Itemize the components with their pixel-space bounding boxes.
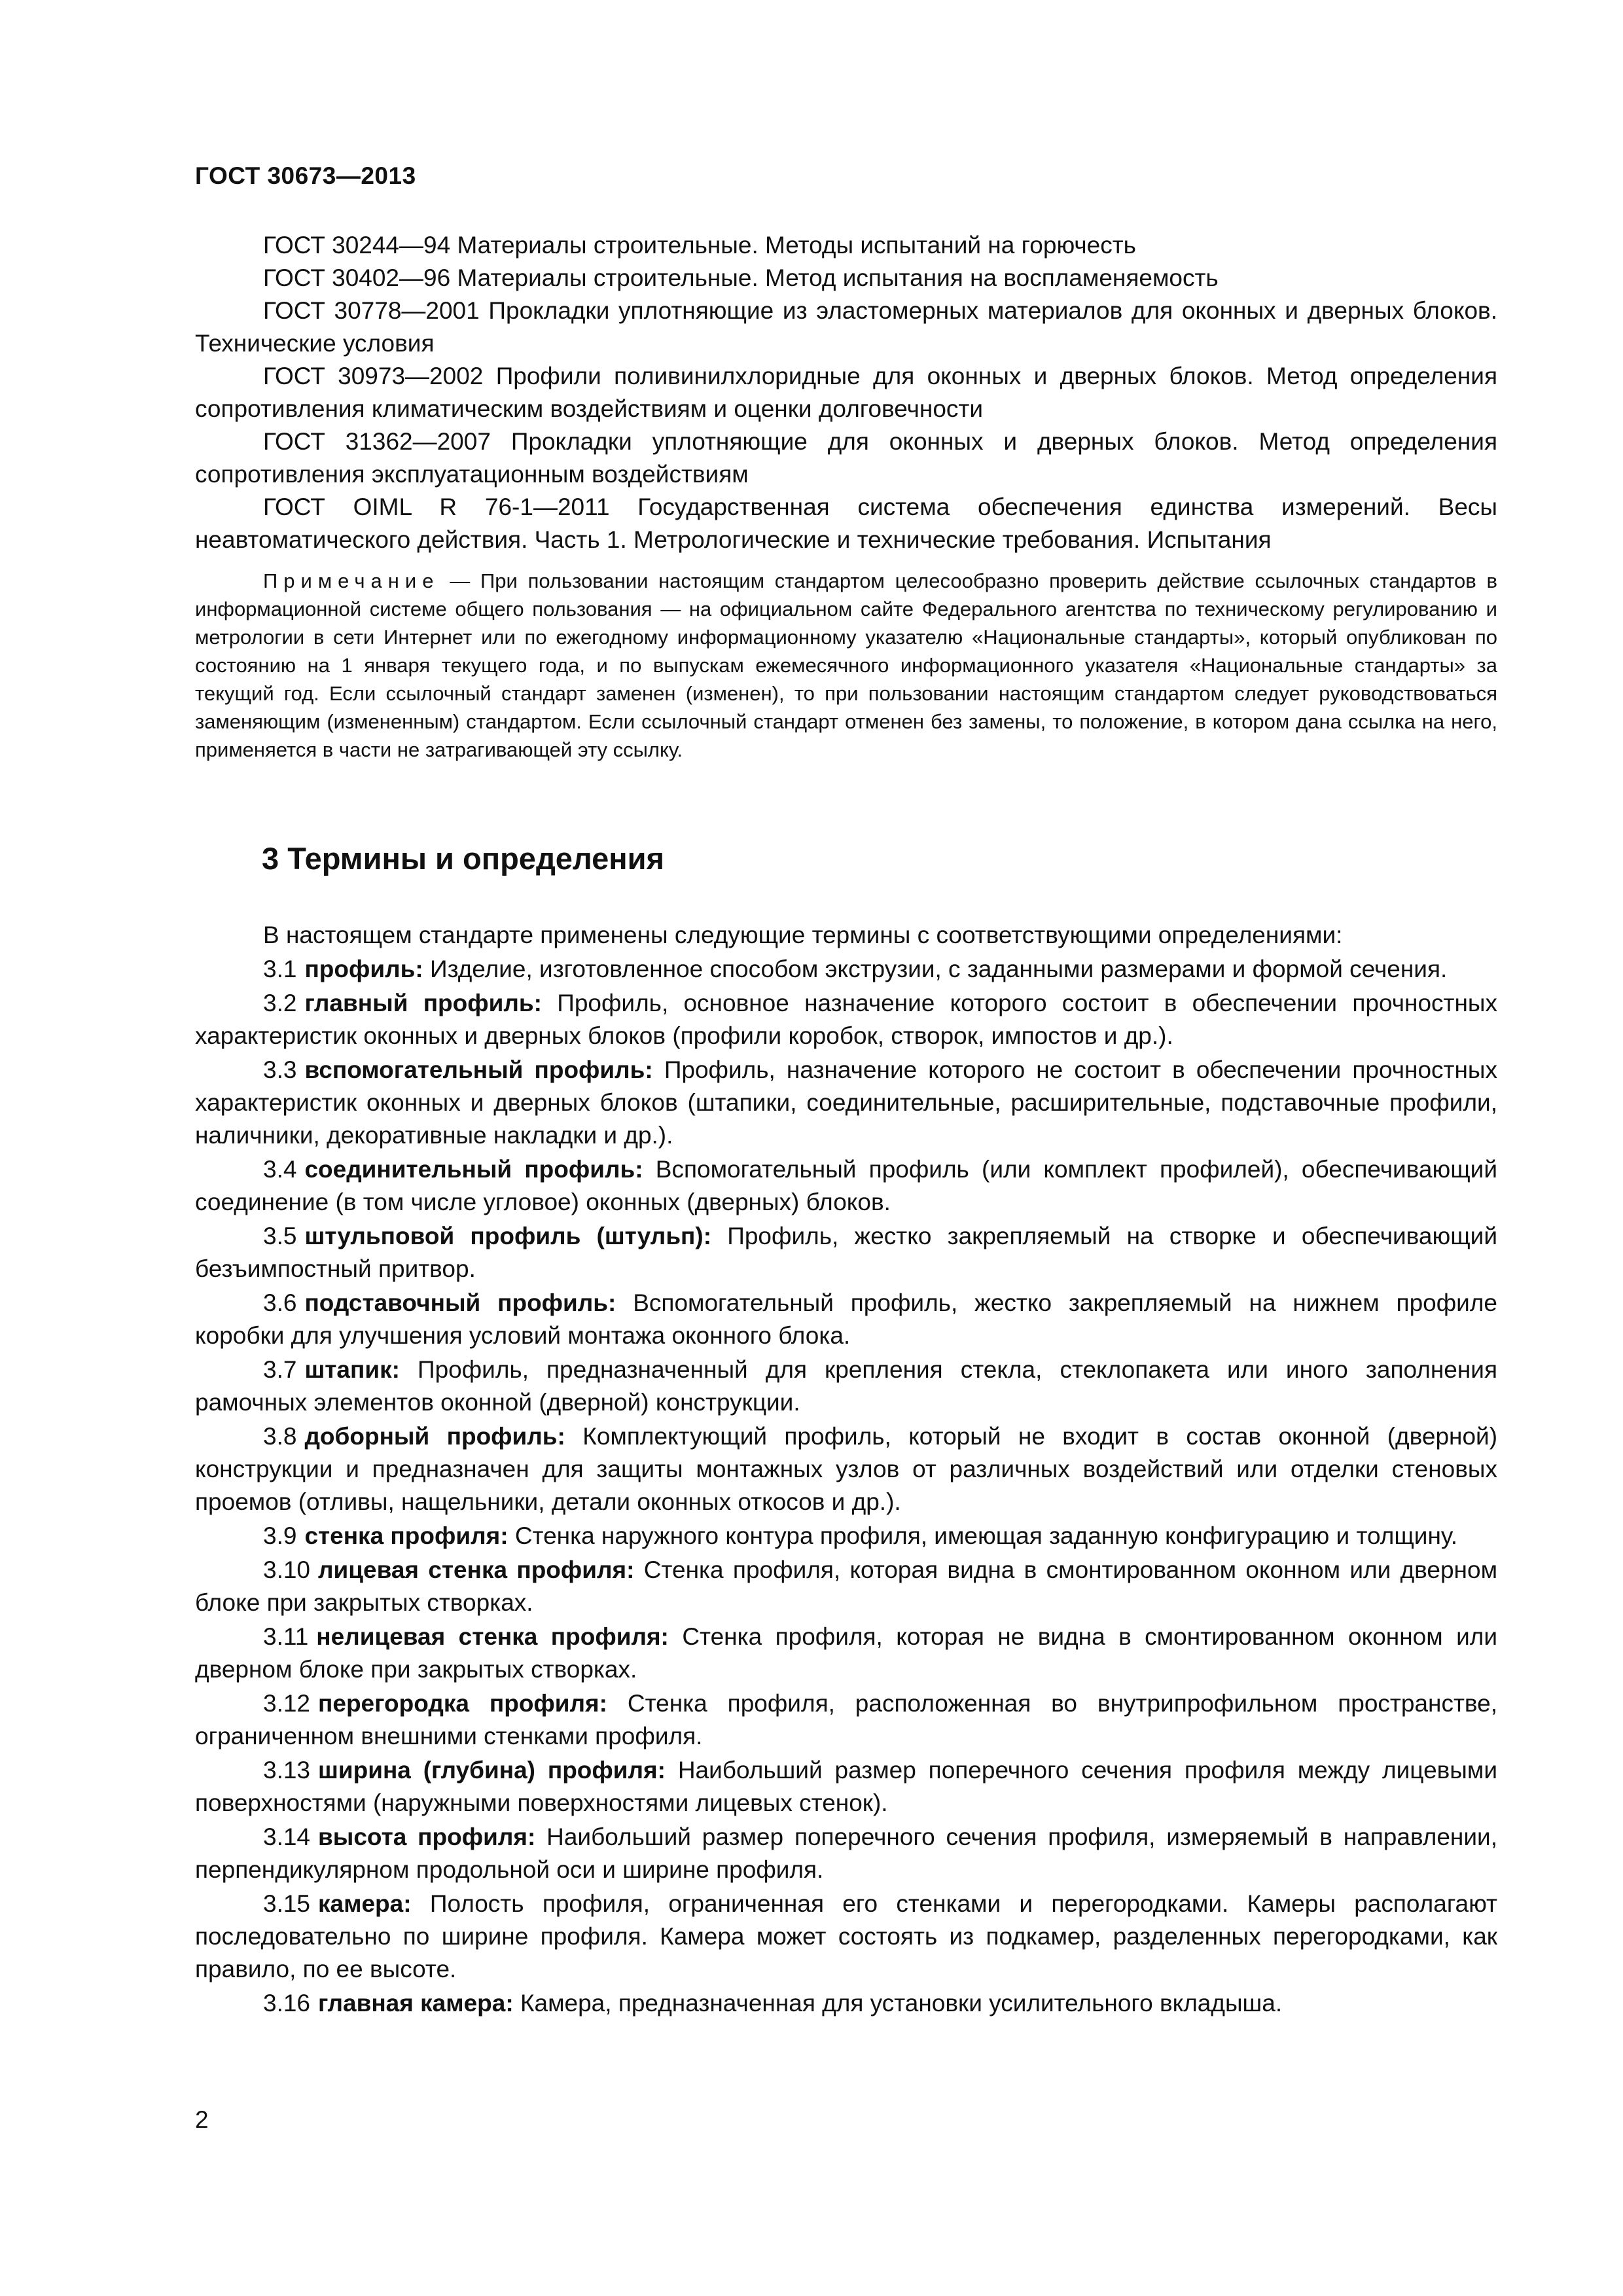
document-header-code: ГОСТ 30673—2013 [195,162,416,189]
terms-list [195,919,1497,2021]
term-definition: Стенка наружного контура профиля, имеющая заданную конфигурацию и толщину. [514,1522,1457,1549]
note-text: — При пользовании настоящим стандартом целесообразно проверить действие ссылочных стандартов в информационной системе общего пользования — на официальном сайте Федерального агентства по техническому регулированию и метрологии в сети Интернет или по ежегодному информационному указателю «Национальные стандарты», который опубликован по состоянию на 1 января текущего года, и по выпускам ежемесячного информационного указателя «Национальные стандарты» за текущий год. Если ссылочный стандарт заменен (изменен), то при пользовании настоящим стандартом следует руководствоваться заменяющим (измененным) стандартом. Если ссылочный стандарт отменен без замены, то положение, в котором дана ссылка на него, применяется в части не затрагивающей эту ссылку. [195,569,1498,761]
term-name: профиль: [304,956,423,982]
section-intro: В настоящем стандарте применены следующие термины с соответствующими определениями: [263,922,1343,948]
term-number: 3.2 [263,990,297,1016]
term-definition: Профиль, основное назначение которого состоит в обеспечении прочностных характеристик оконных и дверных блоков (профили коробок, створок, импостов и др.). [195,990,1498,1049]
term-name: лицевая стенка профиля: [318,1556,635,1583]
reference-text: Профили поливинилхлоридные для оконных и дверных блоков. Метод определения сопротивления климатическим воздействиям и оценки долговечности [195,363,1497,422]
term-item [195,1621,1497,1686]
term-definition: Камера, предназначенная для установки усилительного вкладыша. [520,1990,1283,2017]
reference-text: Прокладки уплотняющие для оконных и дверных блоков. Метод определения сопротивления эксплуатационным воздействиям [195,428,1498,488]
term-definition: Профиль, предназначенный для крепления стекла, стеклопакета или иного заполнения рамочных элементов оконной (дверной) конструкции. [195,1356,1497,1416]
term-definition: Полость профиля, ограниченная его стенками и перегородками. Камеры располагают последовательно по ширине профиля. Камера может состоять из подкамер, разделенных перегородками, как правило, по ее высоте. [195,1890,1497,1982]
term-name: высота профиля: [318,1823,536,1850]
term-item [195,987,1497,1052]
reference-text: Материалы строительные. Методы испытаний на горючесть [457,232,1136,259]
term-definition: Изделие, изготовленное способом экструзии, с заданными размерами и формой сечения. [429,956,1448,982]
reference-id: ГОСТ 30778—2001 [263,297,480,324]
term-number: 3.8 [263,1423,297,1450]
term-number: 3.1 [263,956,297,982]
term-name: ширина (глубина) профиля: [318,1757,666,1784]
term-name: главный профиль: [304,990,542,1016]
term-name: доборный профиль: [304,1423,565,1450]
term-number: 3.13 [263,1757,311,1784]
term-name: подставочный профиль: [304,1289,616,1316]
term-item [195,1220,1497,1285]
reference-id: ГОСТ 30402—96 [263,264,451,291]
term-number: 3.12 [263,1690,311,1717]
term-definition: Наибольший размер поперечного сечения профиля, измеряемый в направлении, перпендикулярном продольной оси и ширине профиля. [195,1823,1497,1883]
reference-item [195,262,1497,295]
reference-text: Прокладки уплотняющие из эластомерных материалов для оконных и дверных блоков. Технические условия [195,297,1497,357]
term-definition: Профиль, назначение которого не состоит в обеспечении прочностных характеристик оконных и дверных блоков (штапики, соединительные, расширительные, подставочные профили, наличники, декоративные накладки и др.). [195,1056,1497,1149]
term-number: 3.10 [263,1556,311,1583]
reference-id: ГОСТ OIML R 76-1—2011 [263,493,610,520]
term-name: штульповой профиль (штульп): [304,1223,712,1249]
normative-references [195,229,1497,556]
term-name: штапик: [304,1356,400,1383]
term-name: соединительный профиль: [304,1156,643,1183]
term-definition: Стенка профиля, расположенная во внутрипрофильном пространстве, ограниченном внешними стенками профиля. [195,1690,1498,1749]
term-item [195,1520,1497,1552]
reference-text: Материалы строительные. Метод испытания на воспламеняемость [457,264,1219,291]
term-name: перегородка профиля: [318,1690,607,1717]
reference-item [195,425,1497,491]
term-item [195,1287,1497,1352]
term-number: 3.3 [263,1056,297,1083]
page-number: 2 [195,2106,209,2133]
reference-note [195,567,1497,764]
term-definition: Комплектующий профиль, который не входит в состав оконной (дверной) конструкции и предназначен для защиты монтажных узлов от различных воздействий или отделки стеновых проемов (отливы, нащельники, детали оконных откосов и др.). [195,1423,1498,1515]
term-item [195,1420,1497,1518]
term-name: вспомогательный профиль: [304,1056,653,1083]
term-definition: Вспомогательный профиль, жестко закрепляемый на нижнем профиле коробки для улучшения условий монтажа оконного блока. [195,1289,1497,1349]
term-item [195,1987,1497,2020]
term-item [195,1054,1497,1152]
term-definition: Профиль, жестко закрепляемый на створке и обеспечивающий безъимпостный притвор. [195,1223,1498,1282]
term-item [195,1554,1497,1619]
term-number: 3.7 [263,1356,297,1383]
term-item [195,953,1497,986]
reference-item [195,295,1497,360]
term-item [195,1821,1497,1886]
term-number: 3.11 [263,1623,309,1650]
reference-id: ГОСТ 31362—2007 [263,428,491,455]
term-item [195,1754,1497,1820]
term-name: стенка профиля: [304,1522,508,1549]
term-number: 3.6 [263,1289,297,1316]
term-number: 3.9 [263,1522,297,1549]
term-definition: Стенка профиля, которая не видна в смонтированном оконном или дверном блоке при закрытых створках. [195,1623,1498,1683]
term-number: 3.14 [263,1823,311,1850]
note-label: Примечание [263,569,440,592]
term-number: 3.15 [263,1890,311,1917]
reference-item [195,360,1497,425]
term-number: 3.4 [263,1156,297,1183]
section-title: 3 Термины и определения [262,841,664,876]
term-definition: Стенка профиля, которая видна в смонтированном оконном или дверном блоке при закрытых створках. [195,1556,1498,1616]
term-definition: Наибольший размер поперечного сечения профиля между лицевыми поверхностями (наружными поверхностями лицевых стенок). [195,1757,1497,1816]
term-number: 3.5 [263,1223,297,1249]
reference-id: ГОСТ 30244—94 [263,232,451,259]
term-item [195,1888,1497,1986]
term-name: главная камера: [318,1990,514,2017]
term-name: камера: [318,1890,412,1917]
reference-item [195,491,1497,556]
term-definition: Вспомогательный профиль (или комплект профилей), обеспечивающий соединение (в том числе угловое) оконных (дверных) блоков. [195,1156,1498,1215]
term-item [195,1354,1497,1419]
reference-id: ГОСТ 30973—2002 [263,363,484,389]
term-item [195,1153,1497,1219]
term-item [195,1687,1497,1753]
term-name: нелицевая стенка профиля: [316,1623,669,1650]
reference-item [195,229,1497,262]
term-number: 3.16 [263,1990,311,2017]
reference-text: Государственная система обеспечения единства измерений. Весы неавтоматического действия. Часть 1. Метрологические и технические требования. Испытания [195,493,1497,553]
